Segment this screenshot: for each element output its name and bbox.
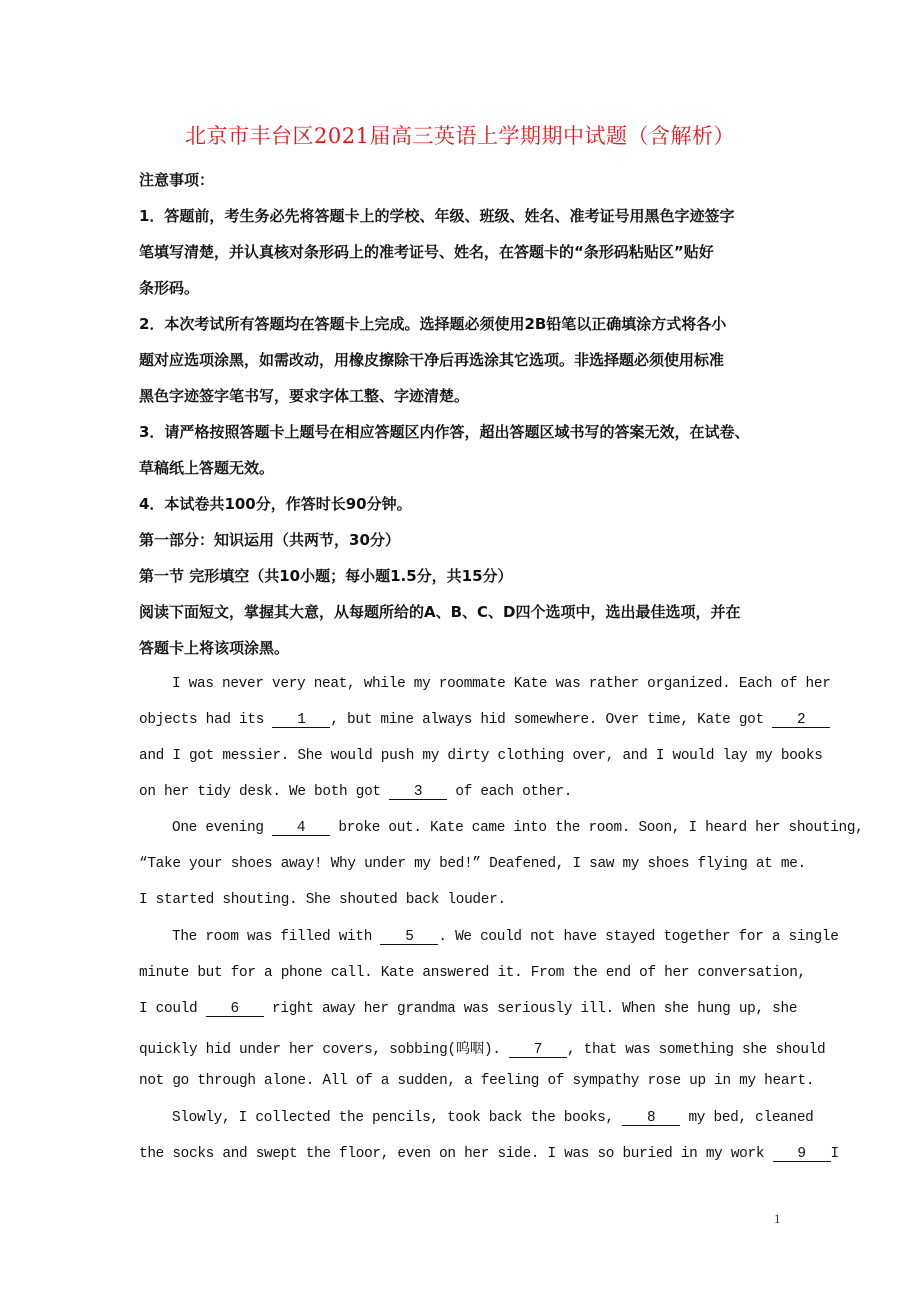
notice-line: 题对应选项涂黑，如需改动，用橡皮擦除干净后再选涂其它选项。非选择题必须使用标准 — [139, 351, 725, 369]
passage-text: I could — [139, 1001, 206, 1017]
passage-line — [139, 712, 830, 728]
blank-4: 4 — [272, 821, 330, 836]
blank-6: 6 — [206, 1002, 264, 1017]
passage-line — [139, 1037, 825, 1058]
passage-line: and I got messier. She would push my dirty clothing over, and I would lay my books — [139, 748, 823, 764]
notice-line: 条形码。 — [139, 279, 200, 297]
passage-line — [172, 820, 864, 836]
passage-text: quickly hid under her covers, sobbing(呜咽). — [139, 1042, 509, 1058]
passage-text: of each other. — [447, 784, 573, 800]
passage-line: I started shouting. She shouted back louder. — [139, 892, 506, 908]
passage-line — [139, 784, 572, 800]
passage-line: not go through alone. All of a sudden, a feeling of sympathy rose up in my heart. — [139, 1073, 815, 1089]
blank-2: 2 — [772, 713, 830, 728]
blank-8: 8 — [622, 1111, 680, 1126]
passage-text: I — [830, 1146, 839, 1162]
passage-text: the socks and swept the floor, even on her side. I was so buried in my work — [139, 1146, 773, 1162]
passage-text: The room was filled with — [172, 929, 381, 945]
passage-line: minute but for a phone call. Kate answered it. From the end of her conversation, — [139, 965, 806, 981]
passage-line: I was never very neat, while my roommate Kate was rather organized. Each of her — [172, 676, 831, 692]
notice-line: 3．请严格按照答题卡上题号在相应答题区内作答，超出答题区域书写的答案无效，在试卷、 — [139, 423, 750, 441]
passage-line — [172, 929, 839, 945]
blank-1: 1 — [272, 713, 330, 728]
passage-text: , that was something she should — [566, 1042, 826, 1058]
instructions-line: 答题卡上将该项涂黑。 — [139, 639, 290, 657]
blank-7: 7 — [509, 1043, 567, 1058]
passage-text: right away her grandma was seriously ill. When she hung up, she — [263, 1001, 798, 1017]
passage-line — [172, 1110, 814, 1126]
passage-line — [139, 1146, 839, 1162]
passage-text: . We could not have stayed together for a single — [438, 929, 839, 945]
passage-line: “Take your shoes away! Why under my bed!” Deafened, I saw my shoes flying at me. — [139, 856, 806, 872]
passage-line — [139, 1001, 797, 1017]
notice-line: 1．答题前，考生务必先将答题卡上的学校、年级、班级、姓名、准考证号用黑色字迹签字 — [139, 207, 735, 225]
section-heading: 第一节 完形填空（共10小题；每小题1.5分，共15分） — [139, 567, 513, 585]
notice-line: 4．本试卷共100分，作答时长90分钟。 — [139, 495, 412, 513]
blank-3: 3 — [389, 785, 447, 800]
part-heading: 第一部分：知识运用（共两节，30分） — [139, 531, 400, 549]
notice-line: 笔填写清楚，并认真核对条形码上的准考证号、姓名，在答题卡的“条形码粘贴区”贴好 — [139, 243, 714, 261]
passage-text: my bed, cleaned — [680, 1110, 814, 1126]
notice-line: 黑色字迹签字笔书写，要求字体工整、字迹清楚。 — [139, 387, 470, 405]
passage-text: broke out. Kate came into the room. Soon, I heard her shouting, — [330, 820, 864, 836]
notice-heading: 注意事项： — [139, 171, 215, 189]
passage-text: , but mine always hid somewhere. Over time, Kate got — [330, 712, 773, 728]
page-number: 1 — [774, 1211, 781, 1226]
blank-9: 9 — [773, 1147, 831, 1162]
instructions-line: 阅读下面短文，掌握其大意，从每题所给的A、B、C、D四个选项中，选出最佳选项，并在 — [139, 603, 741, 621]
notice-line: 2．本次考试所有答题均在答题卡上完成。选择题必须使用2B铅笔以正确填涂方式将各小 — [139, 315, 727, 333]
notice-line: 草稿纸上答题无效。 — [139, 459, 275, 477]
blank-5: 5 — [380, 930, 438, 945]
passage-text: One evening — [172, 820, 273, 836]
passage-text: on her tidy desk. We both got — [139, 784, 390, 800]
page-title: 北京市丰台区2021届高三英语上学期期中试题（含解析） — [185, 124, 735, 148]
passage-text: objects had its — [139, 712, 273, 728]
passage-text: Slowly, I collected the pencils, took back the books, — [172, 1110, 623, 1126]
